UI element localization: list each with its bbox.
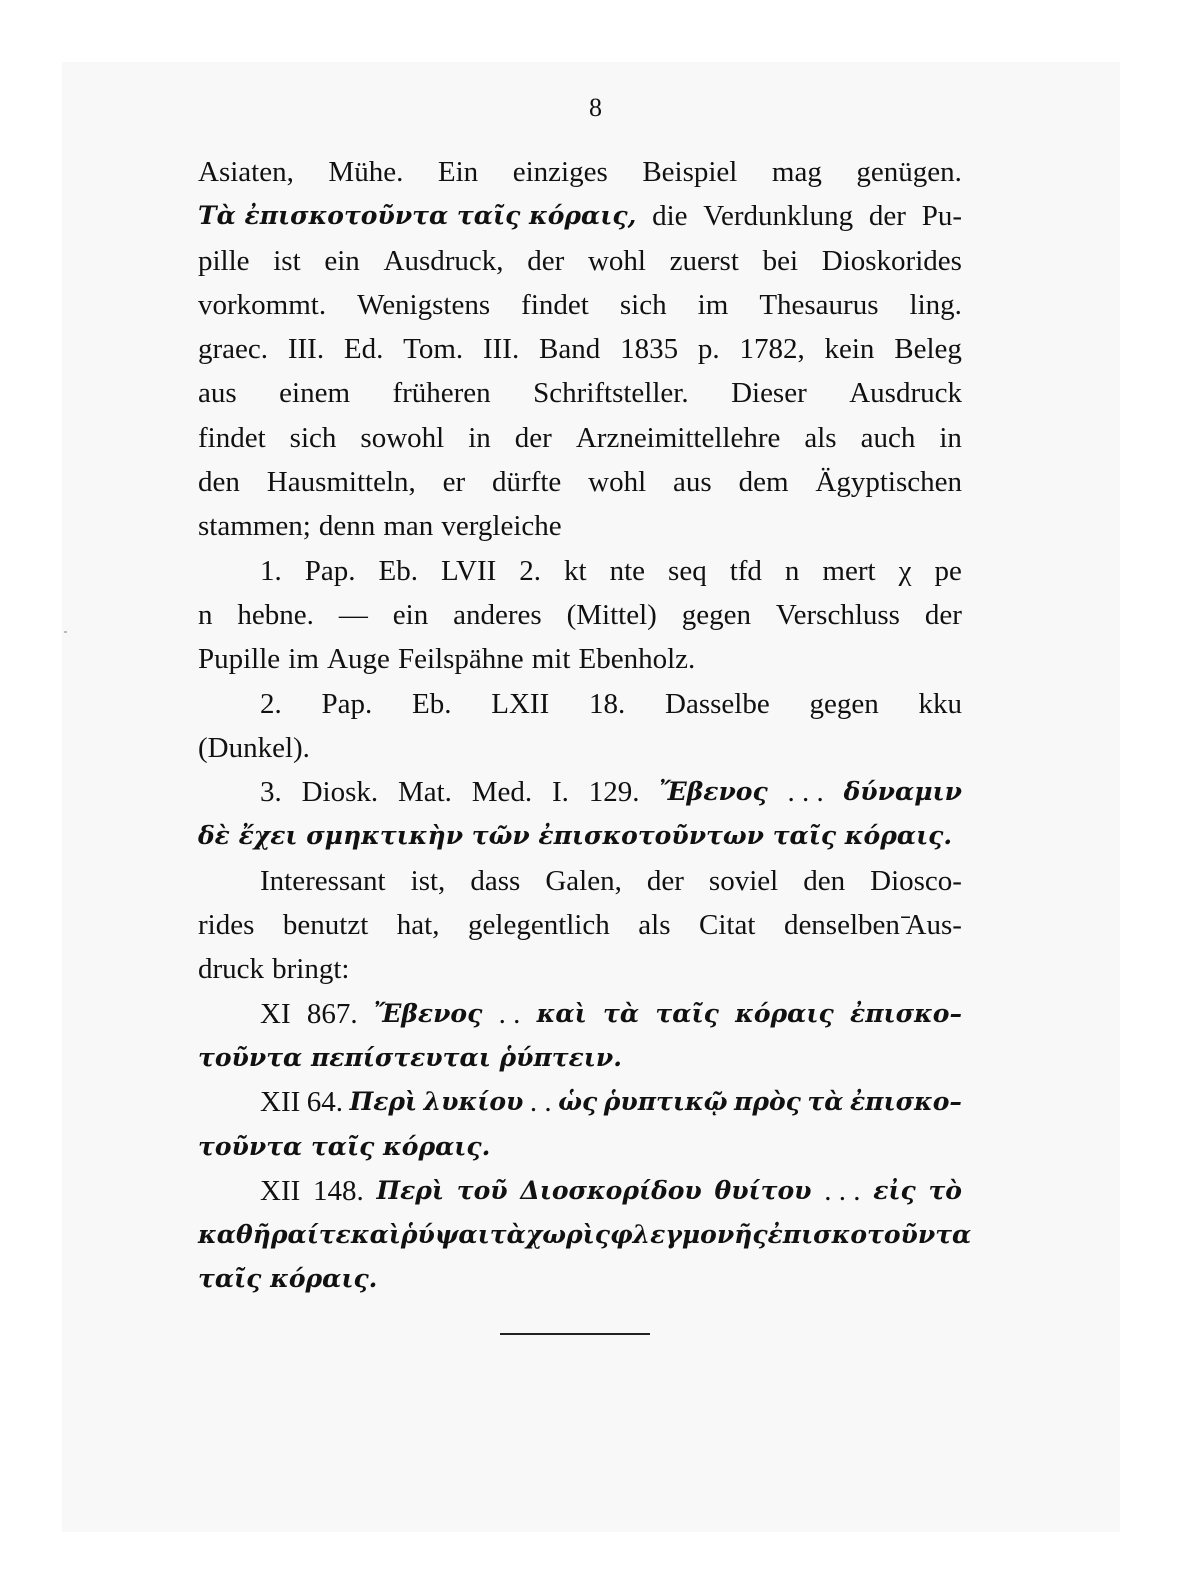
word: bei (762, 244, 799, 277)
word: Pap. (304, 554, 356, 587)
word: n (784, 554, 800, 587)
word: Beleg (894, 333, 962, 366)
word: Ed. (343, 333, 384, 366)
word: findet (198, 421, 266, 454)
word: Ägyptischen (815, 466, 962, 499)
word: I. (552, 776, 569, 809)
text-line (198, 549, 962, 593)
word: . . . (824, 1174, 861, 1207)
word: rides (198, 909, 255, 942)
word: ist, (410, 864, 446, 897)
word: δὲ ἔχει σμηκτικὴν τῶν ἐπισκοτοῦντων ταῖς κόραις. (198, 821, 953, 851)
word: 867. (306, 997, 358, 1030)
text-line (198, 327, 962, 371)
word: gegen (809, 687, 879, 720)
word: sich (289, 421, 337, 454)
word: Wenigstens (357, 288, 491, 321)
word: Diosk. (301, 776, 379, 809)
word: Thesaurus (759, 288, 879, 321)
word: man (383, 510, 434, 543)
word: XII (260, 1174, 301, 1207)
word: XI (260, 997, 291, 1030)
word: Ἔβενος (659, 777, 768, 807)
word: χωρὶς (525, 1220, 611, 1250)
text-line (198, 859, 962, 903)
word: 148. (313, 1174, 364, 1207)
word: 2. (519, 554, 542, 587)
word: soviel (708, 864, 779, 897)
word: im (288, 643, 319, 676)
margin-speck (64, 631, 67, 633)
word: (Dunkel). (198, 731, 310, 764)
word: Band (539, 333, 601, 366)
end-rule (500, 1333, 650, 1335)
word: gelegentlich (468, 909, 610, 942)
text-line (198, 1125, 962, 1169)
word: θυίτου (714, 1175, 812, 1205)
word: — (338, 598, 368, 631)
word: der (527, 244, 565, 277)
word: Interessant (260, 864, 386, 897)
text-line (198, 150, 962, 194)
text-line (198, 504, 962, 548)
word: Ausdruck (849, 377, 962, 410)
word: Verdunklung (703, 200, 854, 233)
word: III. (482, 333, 520, 366)
word: Ausdruck, (383, 244, 504, 277)
word: aus (198, 377, 237, 410)
word: φλεγμονῆς (610, 1220, 768, 1250)
text-line (198, 416, 962, 460)
word: Ebenholz. (578, 643, 696, 676)
word: τὰ (603, 998, 640, 1028)
word: seq (668, 554, 707, 587)
word: XII (260, 1086, 301, 1119)
word: καθῆραί (198, 1220, 319, 1250)
word: 1782, (739, 333, 805, 366)
word: Tom. (403, 333, 464, 366)
text-line (198, 947, 962, 991)
word: τὸ (928, 1175, 962, 1205)
word: ling. (909, 288, 962, 321)
word: Beispiel (642, 156, 738, 188)
word: Med. (471, 776, 533, 809)
word: Pupille (198, 643, 281, 676)
word: der (868, 200, 906, 233)
word: in (939, 421, 962, 454)
word: χ (898, 554, 912, 587)
word: ein (324, 244, 360, 277)
word: ῥύψαι (400, 1220, 490, 1250)
word: graec. (198, 333, 269, 366)
text-line (198, 1257, 962, 1301)
word: ist (273, 244, 301, 277)
text-line (198, 1036, 962, 1080)
word: καὶ (350, 1220, 401, 1250)
word: hebne. (237, 598, 314, 631)
word: vergleiche (441, 510, 562, 543)
word: Ἔβενος (373, 998, 483, 1028)
word: kt (564, 554, 587, 587)
text-line (198, 637, 962, 681)
word: Eb. (378, 554, 418, 587)
word: kku (918, 687, 962, 720)
word: auch (860, 421, 916, 454)
text-line (198, 371, 962, 415)
word: Galen, (545, 864, 622, 897)
word: im (697, 288, 729, 321)
word: nte (609, 554, 646, 587)
word: hat, (396, 909, 440, 942)
word: Τὰ ἐπισκοτοῦντα ταῖς κόραις, (198, 201, 637, 231)
word: ταῖς κόραις. (198, 1264, 378, 1294)
word: 3. (260, 776, 282, 809)
word: δύναμιν (843, 777, 962, 807)
word: wohl (588, 466, 647, 499)
word: τοῦ (456, 1175, 508, 1205)
word: Arzneimittellehre (575, 421, 781, 454)
word: tfd (729, 554, 762, 587)
word: in (468, 421, 491, 454)
text-line (198, 770, 962, 814)
word: ὡς (558, 1087, 598, 1117)
word: die (652, 200, 688, 233)
word: den (803, 864, 846, 897)
word: 64. (306, 1086, 344, 1119)
word: mag (771, 156, 822, 188)
text-line (198, 1169, 962, 1213)
word: 1. (260, 554, 282, 587)
word: pille (198, 244, 250, 277)
text-line (198, 460, 962, 504)
word: Dieser (731, 377, 807, 410)
word: dem (738, 466, 789, 499)
word: Διοσκορίδου (520, 1175, 702, 1205)
word: einziges (512, 156, 608, 188)
word: Περὶ (376, 1175, 445, 1205)
word: . . (529, 1086, 552, 1119)
word: als (638, 909, 671, 942)
word: (Mittel) (566, 598, 657, 631)
word: 1835 (620, 333, 679, 366)
word: Feilspähne (397, 643, 524, 676)
word: dürfte (492, 466, 562, 499)
word: τὰ (807, 1087, 844, 1117)
word: εἰς (873, 1175, 916, 1205)
text-line (198, 239, 962, 283)
word: τοῦντα πεπίστευται ῥύπτειν. (198, 1042, 622, 1072)
word: sich (619, 288, 667, 321)
word: druck (198, 953, 265, 986)
word: Mühe. (328, 156, 404, 188)
word: mert (822, 554, 876, 587)
text-line (198, 682, 962, 726)
word: Citat (699, 909, 756, 942)
word: Schriftsteller. (533, 377, 689, 410)
word: als (804, 421, 837, 454)
word: Verschluss (775, 598, 900, 631)
word: er (442, 466, 466, 499)
word: mit (531, 643, 571, 676)
word: Pu- (921, 200, 962, 233)
word: genügen. (856, 156, 962, 188)
word: ἐπισκο– (849, 1087, 962, 1117)
word: der (514, 421, 552, 454)
word: wohl (587, 244, 646, 277)
word: Asiaten, (198, 156, 294, 188)
word: III. (287, 333, 325, 366)
word: ein (392, 598, 429, 631)
word: findet (521, 288, 589, 321)
word: . . . (787, 776, 824, 809)
word: Eb. (412, 687, 452, 720)
word: Dasselbe (665, 687, 770, 720)
word: den (198, 466, 240, 499)
word: der (924, 598, 962, 631)
word: Dioskorides (821, 244, 962, 277)
word: früheren (392, 377, 491, 410)
word: Auge (327, 643, 390, 676)
word: ἐπισκο– (850, 998, 962, 1028)
word: benutzt (282, 909, 369, 942)
word: kein (824, 333, 875, 366)
word: denselben ̄Aus- (783, 909, 962, 942)
text-line (198, 992, 962, 1036)
word: ταῖς (655, 998, 719, 1028)
word: τε (318, 1220, 351, 1250)
word: 18. (589, 687, 626, 720)
text-line (198, 283, 962, 327)
text-line (198, 1213, 972, 1257)
word: dass (470, 864, 521, 897)
text-line (198, 593, 962, 637)
word: ῥυπτικῷ (603, 1087, 728, 1117)
word: Hausmitteln, (266, 466, 416, 499)
body-text (198, 150, 972, 1302)
word: τοῦντα ταῖς κόραις. (198, 1131, 491, 1161)
word: n (198, 598, 213, 631)
word: der (646, 864, 684, 897)
word: pe (934, 554, 962, 587)
word: stammen; (198, 510, 311, 543)
word: gegen (681, 598, 751, 631)
word: πρὸς (734, 1087, 801, 1117)
word: zuerst (669, 244, 739, 277)
text-line (198, 726, 962, 770)
word: κόραις (735, 998, 834, 1028)
word: τὰ (489, 1220, 526, 1250)
word: sowohl (360, 421, 445, 454)
word: bringt: (272, 953, 350, 986)
word: λυκίου (423, 1087, 524, 1117)
word: 129. (588, 776, 640, 809)
word: 2. (260, 687, 282, 720)
word: aus (673, 466, 712, 499)
word: Pap. (321, 687, 373, 720)
word: vorkommt. (198, 288, 327, 321)
word: . . (498, 997, 521, 1030)
word: LXII (491, 687, 550, 720)
text-line (198, 1080, 962, 1124)
word: anderes (453, 598, 542, 631)
word: Mat. (397, 776, 452, 809)
word: ἐπισκοτοῦντα (767, 1220, 972, 1250)
page-number: 8 (589, 93, 602, 122)
word: Ein (437, 156, 479, 188)
word: LVII (440, 554, 497, 587)
word: Diosco- (870, 864, 962, 897)
text-line (198, 814, 962, 858)
word: Περὶ (349, 1087, 418, 1117)
text-line (198, 903, 962, 947)
word: denn (318, 510, 376, 543)
word: καὶ (536, 998, 587, 1028)
word: p. (697, 333, 720, 366)
text-line (198, 194, 962, 238)
word: einem (279, 377, 350, 410)
